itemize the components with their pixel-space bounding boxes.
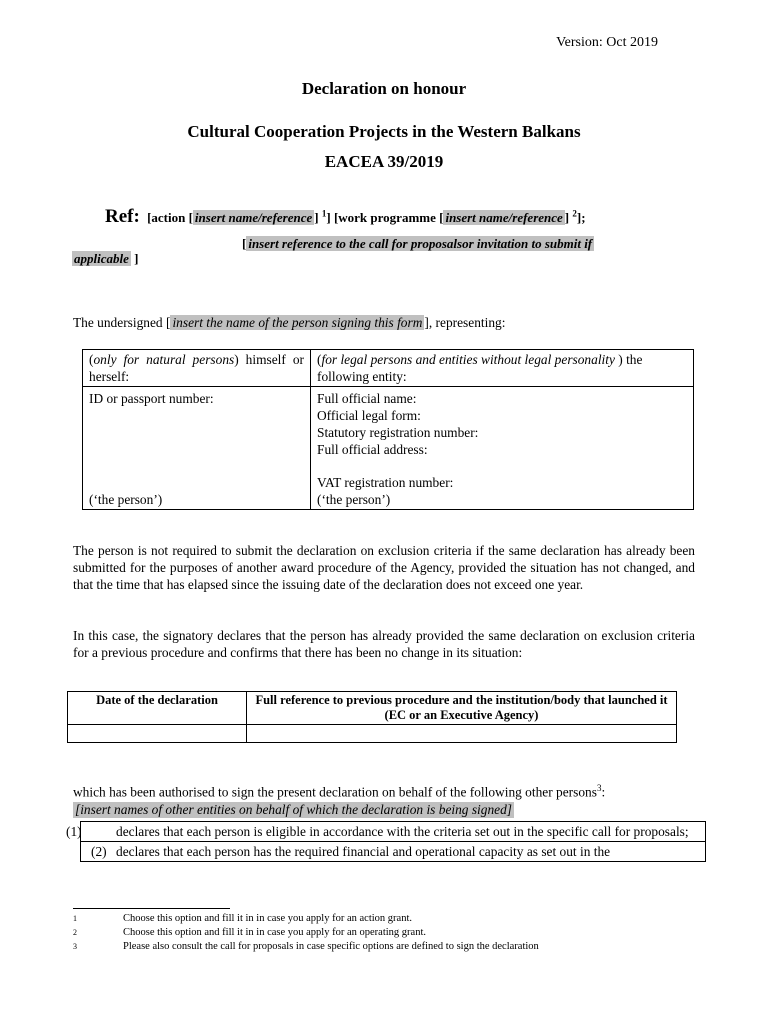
work-programme-reference-field[interactable]: insert name/reference (445, 210, 563, 225)
footnote-text-3: Please also consult the call for proposals in case specific options are defined to sign the declaration (123, 941, 539, 952)
previous-procedure-header: Full reference to previous procedure and the institution/body that launched it (EC or an Executive Agency) (247, 692, 677, 725)
ref-action-prefix: [action [ (147, 210, 193, 225)
declaration-number-1: (1) (66, 824, 82, 839)
footnote-number-1: 1 (73, 914, 77, 923)
full-official-address-label: Full official address: (317, 442, 428, 457)
action-reference-field[interactable]: insert name/reference (194, 210, 313, 225)
authorised-line (73, 783, 605, 800)
legal-person-header-rest: ) the following entity: (317, 352, 643, 384)
legal-person-cell[interactable] (311, 387, 694, 510)
ref-work-suffix: ] (564, 210, 573, 225)
footnote-3 (73, 940, 539, 953)
ref-work-end: ]; (576, 210, 586, 225)
id-passport-label: ID or passport number: (89, 391, 214, 406)
declarations-list (66, 821, 706, 862)
natural-person-header-rest: ) himself or herself: (89, 352, 304, 384)
footnote-ref-3: 3 (596, 783, 602, 793)
call-reference-line (242, 236, 594, 252)
ref-line (105, 206, 586, 228)
footnote-2 (73, 926, 426, 939)
signatory-declares-paragraph: In this case, the signatory declares that the person has already provided the same declaration on exclusion criteria for a previous procedure and confirms that there has been no change in its situation: (73, 628, 695, 660)
representation-table (82, 349, 694, 510)
ref-work-prefix: ] [work programme [ (326, 210, 444, 225)
legal-person-header: (for legal persons and entities without legal personality ) the following entity: (311, 350, 694, 387)
date-of-declaration-cell[interactable] (68, 725, 247, 743)
undersigned-suffix: ], representing: (424, 315, 506, 330)
vat-registration-label: VAT registration number: (317, 475, 454, 490)
full-official-name-label: Full official name: (317, 391, 417, 406)
call-reference-field-cont[interactable]: applicable (74, 251, 129, 266)
authorised-text: which has been authorised to sign the present declaration on behalf of the following other persons (73, 784, 597, 800)
natural-person-cell[interactable] (83, 387, 311, 510)
previous-procedure-cell[interactable] (247, 725, 677, 743)
declaration-number-2: (2) (91, 844, 107, 859)
declaration-text-2: declares that each person has the required financial and operational capacity as set out in the (116, 844, 611, 859)
document-title: Declaration on honour (301, 79, 467, 98)
call-code: EACEA 39/2019 (324, 152, 444, 171)
official-legal-form-label: Official legal form: (317, 408, 421, 423)
natural-person-header: (only for natural persons) himself or herself: (83, 350, 311, 387)
date-of-declaration-header: Date of the declaration (68, 692, 247, 725)
footnote-ref-2: 2 (572, 208, 577, 219)
signatory-name-field[interactable]: insert the name of the person signing this form (172, 315, 423, 330)
footnote-number-2: 2 (73, 928, 77, 937)
footnote-1 (73, 912, 412, 925)
undersigned-prefix: The undersigned [ (73, 315, 171, 330)
legal-person-tag: (‘the person’) (317, 492, 391, 507)
program-title: Cultural Cooperation Projects in the Western Balkans (187, 122, 581, 141)
legal-person-header-italic: for legal persons and entities without legal personality (321, 352, 619, 367)
exclusion-criteria-paragraph: The person is not required to submit the declaration on exclusion criteria if the same declaration has already been submitted for the purposes of another award procedure of the Agency, provided the situation has not changed, and that the time that has elapsed since the issuing date of the declaration does not exceed one year. (73, 543, 695, 592)
call-reference-field[interactable]: insert reference to the call for proposalsor invitation to submit if (248, 236, 593, 251)
natural-person-header-italic: only for natural persons (93, 352, 235, 367)
natural-person-tag: (‘the person’) (89, 492, 163, 507)
ref-action-suffix: ] (314, 210, 322, 225)
other-entities-field[interactable]: [insert names of other entities on behalf of which the declaration is being signed] (75, 802, 513, 817)
undersigned-line (73, 314, 695, 331)
declaration-text-1: declares that each person is eligible in accordance with the criteria set out in the specific call for proposals; (116, 824, 689, 839)
previous-declaration-table (67, 691, 677, 743)
version-label: Version: Oct 2019 (556, 35, 658, 50)
list-item (81, 842, 706, 862)
call-reference-line-2 (72, 251, 138, 267)
authorised-end: : (601, 784, 606, 800)
footnote-text-1: Choose this option and fill it in in case you apply for an action grant. (123, 913, 412, 924)
statutory-registration-label: Statutory registration number: (317, 425, 479, 440)
footnote-number-3: 3 (73, 942, 77, 951)
footnote-ref-1: 1 (321, 208, 327, 219)
footnote-divider (73, 908, 230, 909)
list-item (81, 822, 706, 842)
ref-label: Ref: (105, 206, 140, 227)
footnote-text-2: Choose this option and fill it in in case you apply for an operating grant. (123, 927, 426, 938)
call-ref-suffix: ] (130, 251, 139, 266)
call-ref-prefix: [ (242, 236, 247, 251)
